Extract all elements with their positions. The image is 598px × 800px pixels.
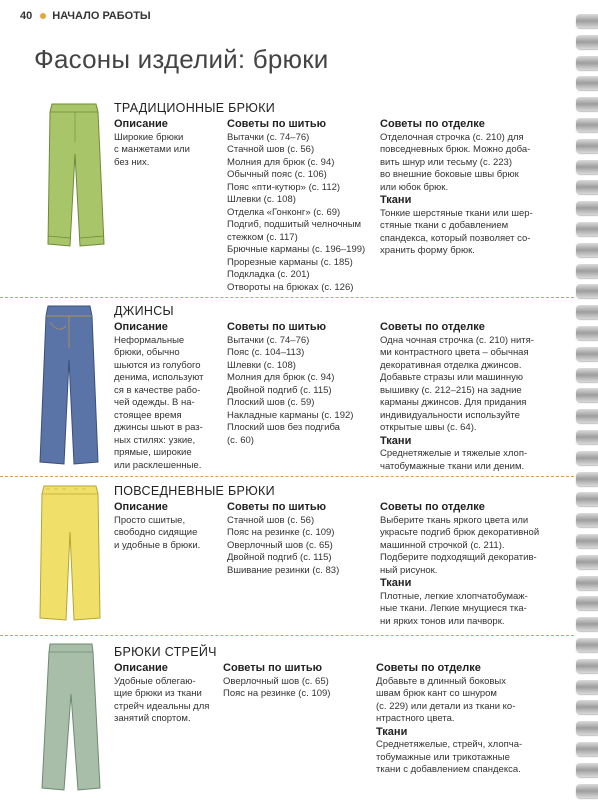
- binding-ring: [576, 222, 598, 236]
- text-line: Отделка «Гонконг» (с. 69): [227, 206, 341, 218]
- text-line: швам брюк кант со шнуром: [376, 688, 497, 699]
- sewing-tips-heading: Советы по шитью: [223, 662, 322, 674]
- binding-ring: [576, 139, 598, 153]
- text-line: Пояс на резинке (с. 109): [223, 688, 331, 699]
- text-line: ные ткани. Легкие мнущиеся тка-: [380, 603, 527, 614]
- description-column: [114, 662, 219, 726]
- sewing-tips-list: [227, 335, 372, 448]
- description-text: [114, 335, 219, 473]
- binding-ring: [576, 97, 598, 111]
- fabrics-text: [376, 739, 550, 777]
- text-line: Оверлочный шов (с. 65): [223, 675, 329, 687]
- text-line: Накладные карманы (с. 192): [227, 409, 354, 421]
- binding-ring: [576, 763, 598, 777]
- binding-ring: [576, 368, 598, 382]
- binding-ring: [576, 721, 598, 735]
- stretch-trousers-illustration: [40, 642, 102, 792]
- description-heading: Описание: [114, 118, 168, 130]
- text-line: карманы джинсов. Для придания: [380, 397, 527, 408]
- binding-ring: [576, 784, 598, 798]
- text-line: шьются из голубого: [114, 359, 201, 371]
- text-line: нтрастного цвета.: [376, 713, 455, 724]
- finish-tips-heading: Советы по отделке: [376, 662, 481, 674]
- finish-tips-column: [380, 118, 550, 258]
- text-line: чатобумажные ткани или деним.: [380, 460, 525, 472]
- text-line: декоративная отделка джинсов.: [380, 359, 522, 371]
- sewing-tips-heading: Советы по шитью: [227, 321, 326, 333]
- section-divider: [0, 297, 574, 298]
- running-header-section: НАЧАЛО РАБОТЫ: [52, 10, 151, 22]
- finish-tips-text: [380, 132, 550, 195]
- binding-ring: [576, 284, 598, 298]
- text-line: во внешние боковые швы брюк: [380, 169, 519, 180]
- sewing-tips-column: [223, 662, 373, 701]
- binding-ring: [576, 264, 598, 278]
- jeans-illustration: [38, 304, 100, 466]
- text-line: ных стилях: узкие,: [114, 434, 196, 446]
- binding-ring: [576, 76, 598, 90]
- text-line: вышивку (с. 212–215) на задние: [380, 384, 522, 396]
- page-number: 40: [20, 10, 33, 22]
- binding-ring: [576, 201, 598, 215]
- text-line: Оверлочный шов (с. 65): [227, 539, 333, 551]
- binding-ring: [576, 160, 598, 174]
- text-line: Вшивание резинки (с. 83): [227, 564, 340, 576]
- text-line: Среднетяжелые, стрейч, хлопча-: [376, 739, 523, 750]
- text-line: открытые швы (с. 64).: [380, 422, 477, 433]
- sewing-tips-heading: Советы по шитью: [227, 501, 326, 513]
- section-divider: [0, 476, 574, 477]
- section-title: БРЮКИ СТРЕЙЧ: [114, 645, 217, 659]
- text-line: Тонкие шерстяные ткани или шер-: [380, 207, 533, 219]
- description-text: [114, 676, 219, 726]
- text-line: стрейч идеальны для: [114, 700, 210, 712]
- finish-tips-heading: Советы по отделке: [380, 118, 485, 130]
- text-line: Неформальные: [114, 334, 185, 346]
- fabrics-heading: Ткани: [380, 434, 412, 447]
- finish-tips-heading: Советы по отделке: [380, 501, 485, 513]
- text-line: ный рисунок.: [380, 564, 438, 576]
- spiral-binding: [574, 0, 598, 800]
- text-line: (с. 60): [227, 434, 254, 446]
- fabrics-text: [380, 208, 550, 258]
- finish-tips-column: [376, 662, 550, 777]
- text-line: Пояс на резинке (с. 109): [227, 527, 335, 538]
- text-line: Удобные облегаю-: [114, 675, 196, 687]
- sewing-tips-heading: Советы по шитью: [227, 118, 326, 130]
- binding-ring: [576, 388, 598, 402]
- text-line: стоящее время: [114, 409, 182, 421]
- description-heading: Описание: [114, 662, 168, 674]
- text-line: Обычный пояс (с. 106): [227, 169, 327, 180]
- text-line: Выберите ткань яркого цвета или: [380, 514, 529, 526]
- text-line: Прорезные карманы (с. 185): [227, 256, 353, 268]
- text-line: Стачной шов (с. 56): [227, 514, 315, 526]
- bullet-dot-icon: [40, 13, 46, 19]
- section-title: ДЖИНСЫ: [114, 304, 174, 318]
- text-line: Плотные, легкие хлопчатобумаж-: [380, 590, 528, 602]
- text-line: спандекса, который позволяет со-: [380, 232, 531, 244]
- description-heading: Описание: [114, 321, 168, 333]
- description-text: [114, 515, 214, 553]
- text-line: Двойной подгиб (с. 115): [227, 552, 332, 563]
- text-line: или расклешенные.: [114, 459, 202, 471]
- text-line: Молния для брюк (с. 94): [227, 156, 335, 168]
- text-line: машинной строчкой (с. 211).: [380, 539, 505, 551]
- binding-ring: [576, 451, 598, 465]
- text-line: Пояс «пти-кутюр» (с. 112): [227, 181, 341, 193]
- fabrics-heading: Ткани: [380, 194, 412, 206]
- sewing-tips-list: [227, 515, 372, 578]
- binding-ring: [576, 326, 598, 340]
- text-line: Одна чочная строчка (с. 210) нитя-: [380, 334, 534, 346]
- sewing-tips-column: [227, 321, 372, 447]
- fabrics-heading: Ткани: [376, 725, 408, 738]
- casual-trousers-illustration: [38, 484, 102, 624]
- binding-ring: [576, 492, 598, 506]
- traditional-trousers-illustration: [46, 102, 106, 254]
- text-line: щие брюки из ткани: [114, 688, 202, 699]
- text-line: Стачной шов (с. 56): [227, 144, 315, 155]
- text-line: свободно сидящие: [114, 527, 198, 538]
- running-header: [20, 10, 151, 22]
- binding-ring: [576, 430, 598, 444]
- text-line: вить шнур или тесьму (с. 223): [380, 156, 512, 168]
- text-line: джинсы шьют в раз-: [114, 422, 203, 433]
- text-line: ми контрастного цвета – обычная: [380, 347, 529, 358]
- text-line: Добавьте в длинный боковых: [376, 675, 506, 687]
- binding-ring: [576, 347, 598, 361]
- text-line: стежком (с. 117): [227, 231, 298, 243]
- finish-tips-text: [376, 676, 550, 726]
- text-line: повседневных брюк. Можно доба-: [380, 144, 531, 155]
- binding-ring: [576, 305, 598, 319]
- binding-ring: [576, 742, 598, 756]
- text-line: Отделочная строчка (с. 210) для: [380, 131, 524, 143]
- finish-tips-column: [380, 321, 550, 473]
- binding-ring: [576, 700, 598, 714]
- text-line: (с. 229) или детали из ткани ко-: [376, 700, 516, 712]
- binding-ring: [576, 555, 598, 569]
- binding-ring: [576, 14, 598, 28]
- text-line: ткани с добавлением спандекса.: [376, 764, 521, 775]
- text-line: Двойной подгиб (с. 115): [227, 384, 332, 396]
- text-line: индивидуальности используйте: [380, 409, 520, 421]
- text-line: Пояс (с. 104–113): [227, 347, 305, 358]
- text-line: украсьте подгиб брюк декоративной: [380, 527, 540, 538]
- binding-ring: [576, 617, 598, 631]
- binding-ring: [576, 596, 598, 610]
- binding-ring: [576, 576, 598, 590]
- sewing-tips-list: [223, 676, 373, 701]
- text-line: чей одежды. В на-: [114, 397, 195, 408]
- binding-ring: [576, 534, 598, 548]
- text-line: Молния для брюк (с. 94): [227, 372, 335, 383]
- section-title: ПОВСЕДНЕВНЫЕ БРЮКИ: [114, 484, 275, 498]
- binding-ring: [576, 118, 598, 132]
- text-line: ся в качестве рабо-: [114, 384, 201, 396]
- text-line: Подберите подходящий декоратив-: [380, 552, 537, 563]
- text-line: Широкие брюки: [114, 131, 184, 143]
- text-line: Шлевки (с. 108): [227, 359, 296, 371]
- sewing-tips-column: [227, 501, 372, 577]
- text-line: с манжетами или: [114, 144, 190, 155]
- text-line: тобумажные или трикотажные: [376, 751, 510, 763]
- text-line: Добавьте стразы или машинную: [380, 372, 524, 383]
- description-text: [114, 132, 214, 170]
- text-line: без них.: [114, 156, 150, 168]
- text-line: Брючные карманы (с. 196–199): [227, 244, 366, 255]
- fabrics-text: [380, 448, 550, 473]
- text-line: и удобные в брюки.: [114, 539, 201, 551]
- description-column: [114, 118, 214, 169]
- sewing-tips-column: [227, 118, 372, 294]
- text-line: Шлевки (с. 108): [227, 194, 296, 205]
- page-title: Фасоны изделий: брюки: [34, 44, 329, 74]
- sewing-tips-list: [227, 132, 372, 295]
- text-line: Вытачки (с. 74–76): [227, 334, 310, 346]
- text-line: стяные ткани с добавлением: [380, 220, 509, 231]
- text-line: прямые, широкие: [114, 447, 192, 458]
- text-line: Плоский шов без подгиба: [227, 422, 340, 433]
- text-line: брюки, обычно: [114, 347, 180, 358]
- text-line: Отвороты на брюках (с. 126): [227, 281, 354, 293]
- text-line: Среднетяжелые и тяжелые хлоп-: [380, 448, 528, 459]
- binding-ring: [576, 638, 598, 652]
- binding-ring: [576, 180, 598, 194]
- text-line: ни ярких тонов или пачворк.: [380, 615, 505, 627]
- binding-ring: [576, 659, 598, 673]
- binding-ring: [576, 409, 598, 423]
- description-heading: Описание: [114, 501, 168, 513]
- binding-ring: [576, 35, 598, 49]
- text-line: Подгиб, подшитый челночным: [227, 219, 362, 230]
- description-column: [114, 501, 214, 552]
- finish-tips-column: [380, 501, 550, 628]
- text-line: Подкладка (с. 201): [227, 269, 310, 280]
- text-line: Вытачки (с. 74–76): [227, 131, 310, 143]
- fabrics-heading: Ткани: [380, 577, 412, 589]
- binding-ring: [576, 243, 598, 257]
- section-divider: [0, 635, 574, 636]
- text-line: Плоский шов (с. 59): [227, 397, 315, 408]
- fabrics-text: [380, 591, 550, 629]
- binding-ring: [576, 513, 598, 527]
- binding-ring: [576, 472, 598, 486]
- description-column: [114, 321, 219, 472]
- text-line: хранить форму брюк.: [380, 245, 475, 256]
- binding-ring: [576, 56, 598, 70]
- section-title: ТРАДИЦИОННЫЕ БРЮКИ: [114, 101, 276, 115]
- text-line: денима, используют: [114, 372, 204, 383]
- text-line: или юбок брюк.: [380, 181, 449, 193]
- binding-ring: [576, 680, 598, 694]
- finish-tips-text: [380, 335, 550, 435]
- finish-tips-text: [380, 515, 550, 578]
- finish-tips-heading: Советы по отделке: [380, 321, 485, 333]
- text-line: Просто сшитые,: [114, 514, 186, 526]
- text-line: занятий спортом.: [114, 713, 191, 724]
